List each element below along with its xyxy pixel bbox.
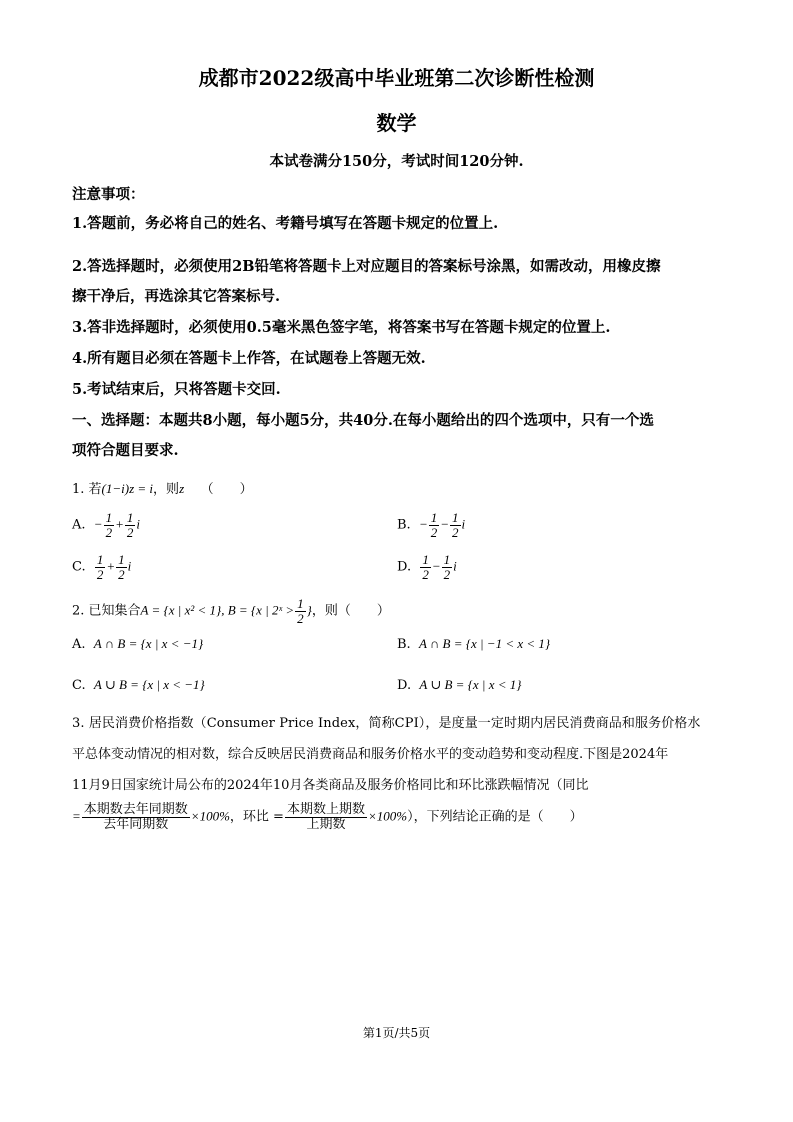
fraction: [420, 553, 431, 581]
note-item-2: 2.答选择题时，必须使用2B铅笔将答题卡上对应题目的答案标号涂黑，如需改动，用橡皮擦: [72, 258, 661, 275]
q1-prefix: 1. 若: [72, 482, 102, 497]
frac-num: 本期数上期数: [286, 802, 365, 817]
option-sign: −: [418, 516, 428, 532]
frac-num: 1: [126, 510, 134, 525]
exam-title: 成都市2022级高中毕业班第二次诊断性检测: [198, 66, 595, 90]
question-3-line-1: 3. 居民消费价格指数（Consumer Price Index，简称CPI），是度量一定时期内居民消费商品和服务价格水: [72, 716, 701, 731]
note-item-4: 4.所有题目必须在答题卡上作答，在试题卷上答题无效.: [72, 350, 426, 367]
frac-den: 2: [422, 566, 429, 582]
q2-suffix: ，则（ ）: [311, 603, 390, 619]
fraction: [125, 511, 136, 539]
option-op: −: [440, 516, 450, 532]
q1-option-c: [72, 553, 131, 581]
option-label: B.: [397, 637, 411, 652]
fraction: [95, 553, 106, 581]
option-label: C.: [72, 678, 86, 693]
option-label: B.: [397, 517, 411, 533]
q2-option-a: [72, 636, 203, 652]
q3-suffix: ），下列结论正确的是（ ）: [407, 809, 583, 825]
frac-den: 2: [126, 524, 134, 540]
note-item-2-cont: 擦干净后，再选涂其它答案标号.: [72, 288, 281, 305]
section1-heading: 一、选择题：本题共8小题，每小题5分，共40分.在每小题给出的四个选项中，只有一个选: [72, 412, 654, 429]
question-1-stem: [72, 478, 253, 497]
fraction: [295, 597, 306, 625]
option-op: +: [115, 516, 124, 532]
option-label: A.: [72, 637, 86, 652]
option-tail: i: [136, 516, 140, 532]
question-3-line-2: 平总体变动情况的相对数，综合反映居民消费商品和服务价格水平的变动趋势和变动程度.下图是2024年: [72, 747, 669, 762]
q1-blank: （ ）: [200, 482, 253, 497]
equals-sign: =: [72, 808, 81, 824]
option-tail: i: [453, 558, 457, 574]
exam-subject: 数学: [376, 111, 417, 135]
q1-option-a: [72, 511, 140, 539]
frac-num: 本期数去年同期数: [83, 802, 188, 817]
note-item-5: 5.考试结束后，只将答题卡交回.: [72, 381, 281, 398]
percent-factor: ×100%: [367, 808, 408, 824]
q2-option-c: [72, 677, 205, 693]
fraction: [429, 511, 440, 539]
fraction: [116, 553, 127, 581]
frac-num: 1: [443, 552, 451, 567]
yoy-fraction: [82, 803, 190, 831]
frac-num: 1: [118, 552, 125, 567]
frac-den: 2: [297, 610, 304, 626]
frac-den: 去年同期数: [103, 816, 169, 832]
option-expr: A ∩ B = {x | x < −1}: [93, 636, 204, 651]
section1-heading-cont: 项符合题目要求.: [72, 442, 179, 459]
frac-den: 2: [430, 524, 438, 540]
fraction: [442, 553, 453, 581]
q2-option-b: [397, 636, 550, 652]
option-label: C.: [72, 559, 86, 575]
frac-den: 2: [443, 566, 451, 582]
question-3-formula: [72, 803, 583, 831]
option-expr: A ∪ B = {x | x < 1}: [419, 677, 522, 692]
frac-den: 2: [118, 566, 125, 582]
option-sign: −: [93, 516, 103, 532]
note-item-1: 1.答题前，务必将自己的姓名、考籍号填写在答题卡规定的位置上.: [72, 215, 499, 232]
option-label: D.: [397, 559, 412, 575]
fraction: [450, 511, 461, 539]
question-2-stem: [72, 597, 390, 625]
frac-num: 1: [422, 552, 429, 567]
option-op: −: [431, 558, 441, 574]
option-op: +: [106, 558, 116, 574]
frac-num: 1: [105, 510, 113, 525]
option-expr: A ∩ B = {x | −1 < x < 1}: [418, 636, 551, 651]
exam-info: 本试卷满分150分，考试时间120分钟.: [269, 153, 524, 170]
frac-num: 1: [430, 510, 438, 525]
option-tail: i: [461, 516, 466, 532]
q1-var: z: [179, 481, 185, 496]
option-label: D.: [397, 678, 412, 693]
q2-option-d: [397, 677, 521, 693]
q3-mid: ，环比 =: [229, 809, 284, 825]
mom-fraction: [285, 803, 367, 831]
q2-set-close: }: [306, 602, 312, 618]
frac-num: 1: [297, 596, 304, 611]
option-expr: A ∪ B = {x | x < −1}: [93, 677, 205, 692]
q1-middle: ，则: [153, 482, 180, 497]
frac-den: 2: [96, 566, 104, 582]
page-number: 第1页/共5页: [362, 1026, 431, 1040]
frac-den: 2: [105, 524, 113, 540]
note-item-3: 3.答非选择题时，必须使用0.5毫米黑色签字笔，将答案书写在答题卡规定的位置上.: [72, 319, 611, 336]
fraction: [104, 511, 115, 539]
frac-num: 1: [452, 510, 459, 525]
frac-den: 2: [452, 524, 459, 540]
q2-prefix: 2. 已知集合: [72, 603, 141, 619]
percent-factor: ×100%: [190, 808, 230, 824]
frac-den: 上期数: [306, 816, 346, 832]
q1-equation: (1−i)z = i: [101, 481, 154, 496]
frac-num: 1: [96, 552, 104, 567]
q2-sets: A = {x | x² < 1}, B = {x | 2ˣ >: [140, 602, 295, 618]
notes-heading: 注意事项：: [72, 186, 145, 203]
option-label: A.: [72, 517, 86, 533]
q1-option-b: [397, 511, 465, 539]
option-tail: i: [127, 558, 132, 574]
q1-option-d: [397, 553, 457, 581]
question-3-line-3: 11月9日国家统计局公布的2024年10月各类商品及服务价格同比和环比涨跌幅情况（同比: [72, 778, 589, 793]
